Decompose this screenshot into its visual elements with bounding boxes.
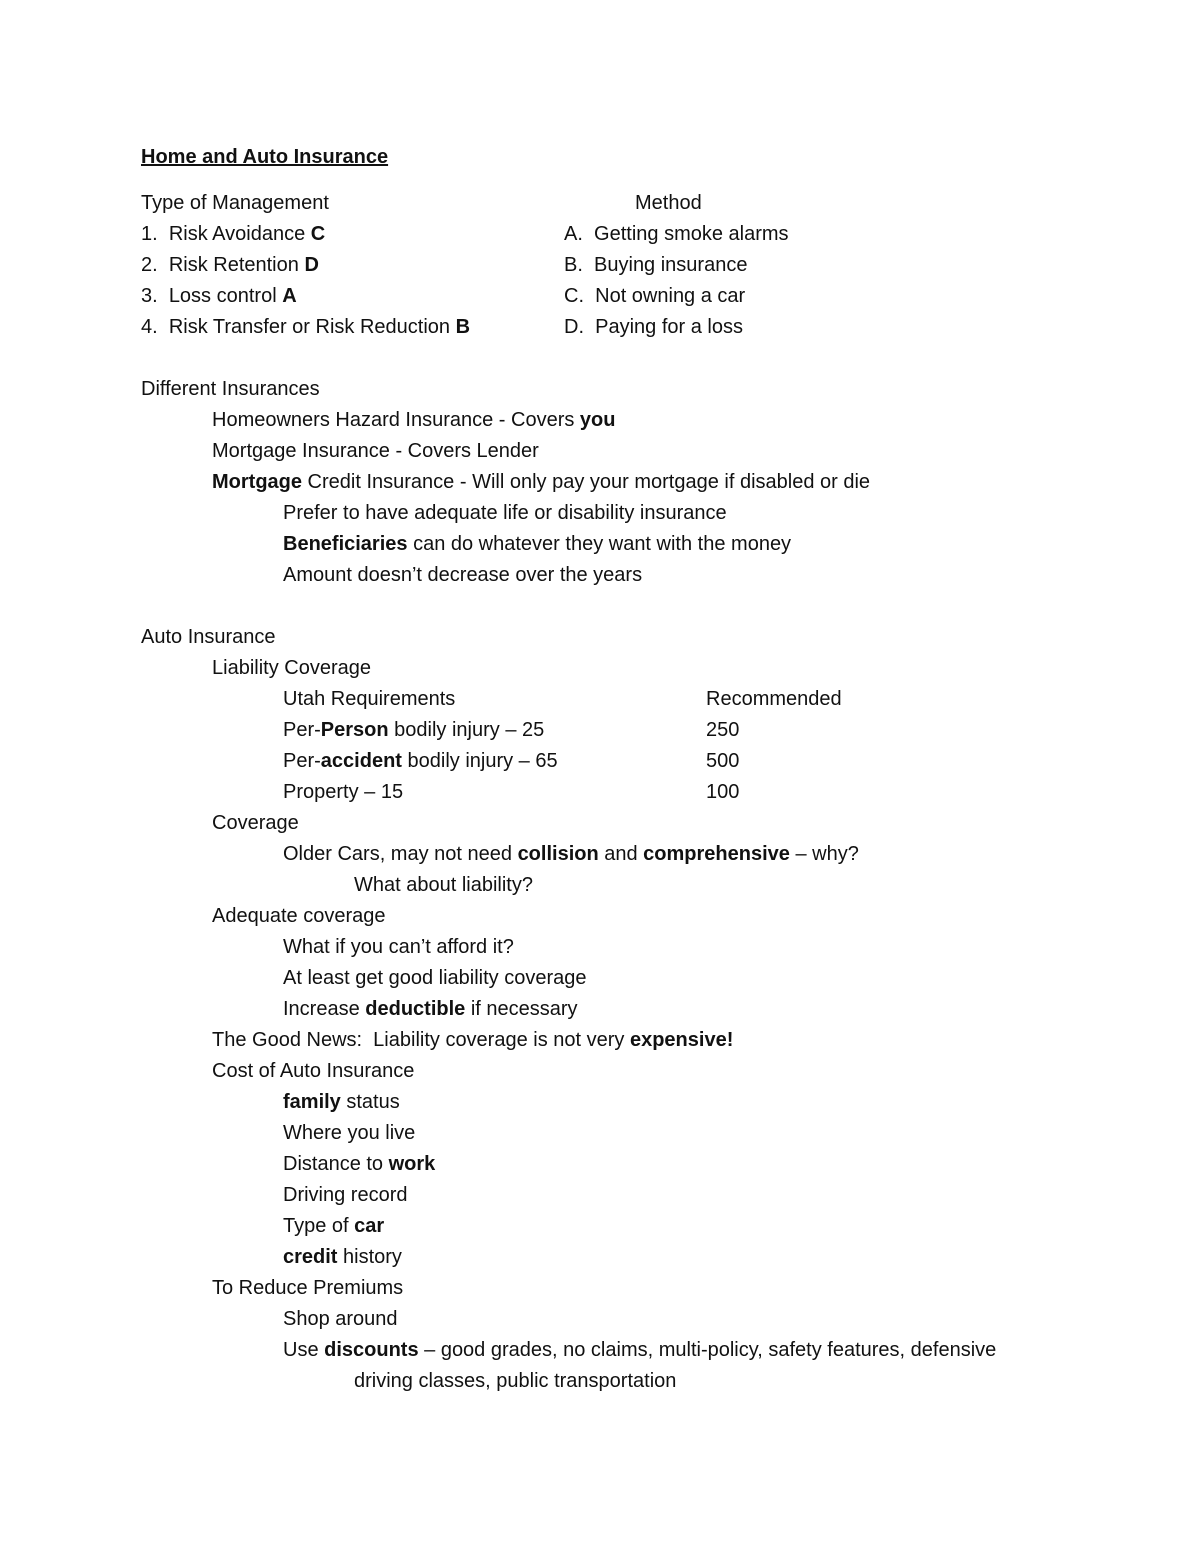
older-mid: and (598, 843, 644, 865)
auto-insurance-heading: Auto Insurance (141, 626, 276, 648)
req-bold: Person (320, 719, 389, 741)
hazard-bold: you (579, 409, 616, 431)
family-bold: family (283, 1091, 341, 1113)
liability-coverage-heading: Liability Coverage (212, 657, 371, 679)
distance-text: Distance to (283, 1153, 389, 1175)
management-item-2 (141, 253, 319, 277)
recommended-header: Recommended (706, 688, 842, 710)
requirement-row-3 (283, 780, 403, 804)
management-item-3 (141, 284, 297, 308)
good-news-line (212, 1028, 733, 1052)
liability-question: What about liability? (354, 874, 533, 896)
type-of-car-line (283, 1214, 384, 1238)
older-cars-line (283, 842, 859, 866)
collision-bold: collision (517, 843, 599, 865)
increase-post: if necessary (465, 998, 578, 1020)
utah-requirements-header: Utah Requirements (283, 688, 456, 710)
where-you-live-line: Where you live (283, 1122, 416, 1144)
management-header: Type of Management (141, 192, 329, 214)
afford-line: What if you can’t afford it? (283, 936, 514, 958)
family-text: status (340, 1091, 400, 1113)
discounts-bold: discounts (324, 1339, 419, 1361)
credit-history-line (283, 1245, 402, 1269)
reduce-premiums-heading: To Reduce Premiums (212, 1277, 404, 1299)
req-bold: accident (320, 750, 402, 772)
older-post: – why? (789, 843, 859, 865)
method-text: Buying insurance (594, 254, 748, 276)
comprehensive-bold: comprehensive (643, 843, 790, 865)
mortgage-credit-line (212, 470, 870, 494)
hazard-text: Homeowners Hazard Insurance - Covers (212, 409, 580, 431)
method-text: Getting smoke alarms (594, 223, 789, 245)
beneficiaries-line (283, 532, 791, 556)
management-item-4 (141, 315, 470, 339)
item-text: Loss control (168, 285, 283, 307)
car-bold: car (354, 1215, 385, 1237)
good-news-text: The Good News: Liability coverage is not very (212, 1029, 630, 1051)
method-letter: D. (564, 316, 584, 338)
method-letter: B. (564, 254, 583, 276)
increase-deductible-line (283, 997, 578, 1021)
method-item-d (564, 315, 743, 339)
mortgage-insurance-line: Mortgage Insurance - Covers Lender (212, 440, 539, 462)
method-text: Not owning a car (595, 285, 746, 307)
adequate-coverage-heading: Adequate coverage (212, 905, 386, 927)
at-least-line: At least get good liability coverage (283, 967, 587, 989)
discounts-line (283, 1338, 996, 1362)
deductible-bold: deductible (365, 998, 466, 1020)
method-text: Paying for a loss (595, 316, 743, 338)
item-answer: A (282, 285, 297, 307)
credit-text: history (337, 1246, 402, 1268)
mortgage-credit-text: Credit Insurance - Will only pay your mortgage if disabled or die (302, 471, 871, 493)
recommended-value-2: 500 (706, 750, 740, 772)
recommended-value-1: 250 (706, 719, 740, 741)
method-item-a (564, 222, 789, 246)
shop-around-line: Shop around (283, 1308, 398, 1330)
item-number: 1. (141, 223, 158, 245)
item-answer: B (455, 316, 471, 338)
use-text: Use (283, 1339, 325, 1361)
method-item-b (564, 253, 747, 277)
work-bold: work (388, 1153, 436, 1175)
discounts-continuation: driving classes, public transportation (354, 1370, 677, 1392)
item-number: 3. (141, 285, 158, 307)
item-text: Risk Retention (168, 254, 305, 276)
item-number: 2. (141, 254, 158, 276)
older-text: Older Cars, may not need (283, 843, 518, 865)
different-insurances-heading: Different Insurances (141, 378, 320, 400)
mortgage-bold: Mortgage (212, 471, 302, 493)
beneficiaries-text: can do whatever they want with the money (407, 533, 792, 555)
increase-text: Increase (283, 998, 366, 1020)
method-item-c (564, 284, 745, 308)
cost-heading: Cost of Auto Insurance (212, 1060, 415, 1082)
document-title: Home and Auto Insurance (141, 146, 389, 168)
amount-line: Amount doesn’t decrease over the years (283, 564, 643, 586)
hazard-insurance-line (212, 408, 615, 432)
item-answer: D (304, 254, 319, 276)
discounts-text: – good grades, no claims, multi-policy, safety features, defensive (418, 1339, 997, 1361)
method-letter: C. (564, 285, 584, 307)
type-text: Type of (283, 1215, 355, 1237)
requirement-row-2 (283, 749, 558, 773)
req-pre: Per- (283, 719, 321, 741)
recommended-value-3: 100 (706, 781, 740, 803)
req-post: bodily injury – 65 (401, 750, 558, 772)
family-status-line (283, 1090, 400, 1114)
item-text: Risk Avoidance (168, 223, 311, 245)
driving-record-line: Driving record (283, 1184, 408, 1206)
req-post: bodily injury – 25 (388, 719, 545, 741)
credit-bold: credit (283, 1246, 338, 1268)
method-header: Method (635, 192, 702, 214)
item-answer: C (310, 223, 326, 245)
beneficiaries-bold: Beneficiaries (283, 533, 408, 555)
prefer-line: Prefer to have adequate life or disability insurance (283, 502, 727, 524)
coverage-heading: Coverage (212, 812, 299, 834)
item-text: Risk Transfer or Risk Reduction (168, 316, 456, 338)
req-pre: Property – 15 (283, 781, 404, 803)
item-number: 4. (141, 316, 158, 338)
req-pre: Per- (283, 750, 321, 772)
method-letter: A. (564, 223, 583, 245)
management-item-1 (141, 222, 325, 246)
distance-line (283, 1152, 435, 1176)
expensive-bold: expensive! (629, 1029, 734, 1051)
requirement-row-1 (283, 718, 544, 742)
